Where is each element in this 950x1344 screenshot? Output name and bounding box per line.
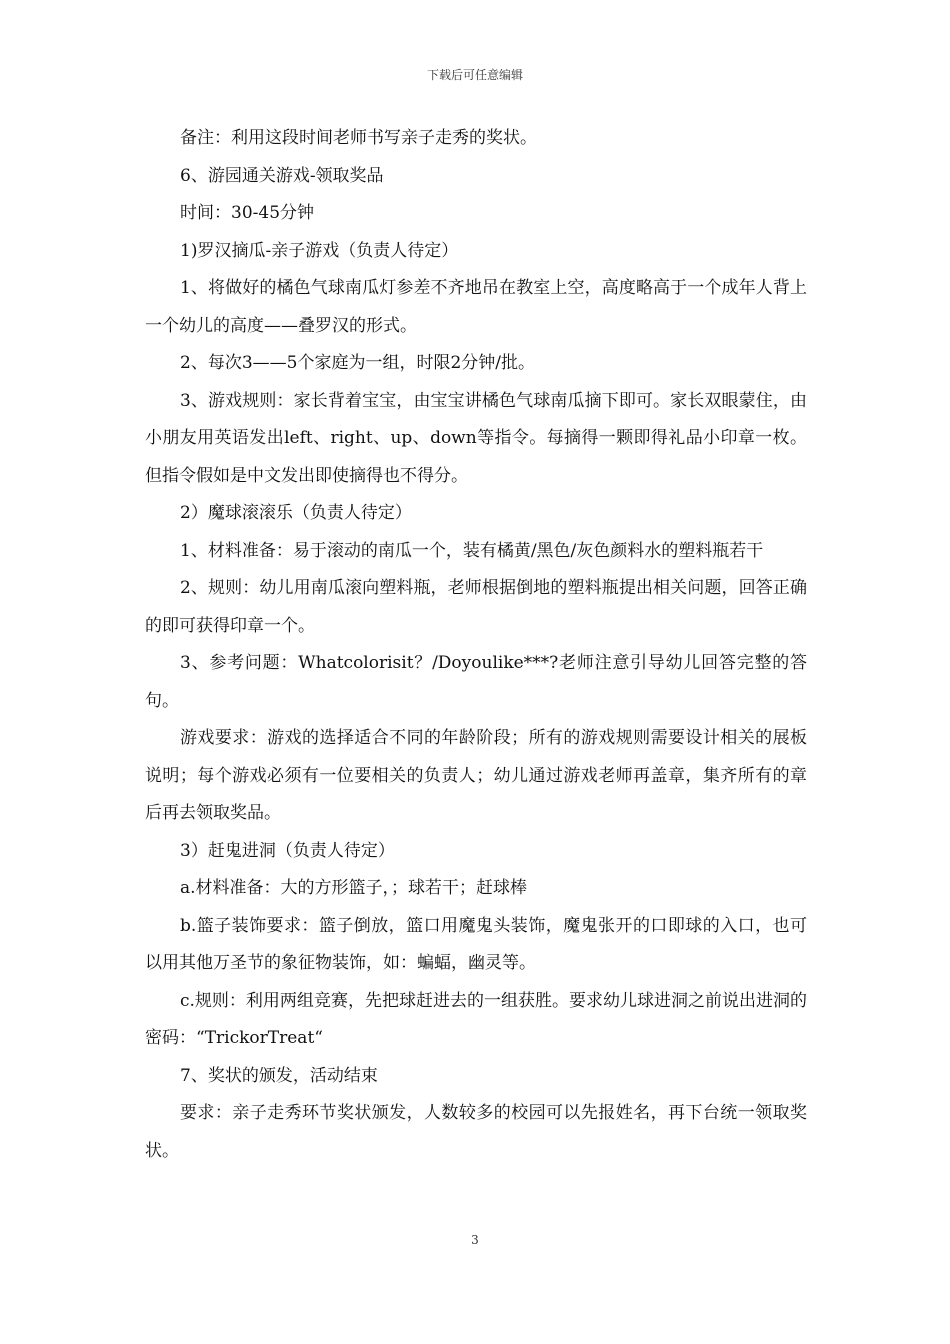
document-body	[145, 120, 807, 1170]
paragraph-game-requirements: 游戏要求：游戏的选择适合不同的年龄阶段；所有的游戏规则需要设计相关的展板说明；每个游戏必须有一位要相关的负责人；幼儿通过游戏老师再盖章，集齐所有的章后再去领取奖品。	[145, 728, 807, 823]
page-header	[0, 66, 950, 83]
paragraph-game-2-title: 2）魔球滚滚乐（负责人待定）	[180, 503, 412, 523]
paragraph-game-2-rules: 2、规则：幼儿用南瓜滚向塑料瓶，老师根据倒地的塑料瓶提出相关问题，回答正确的即可获得印章一个。	[145, 578, 807, 636]
paragraph-game-1-title: 1)罗汉摘瓜-亲子游戏（负责人待定）	[180, 240, 459, 261]
page-footer	[0, 1233, 950, 1247]
paragraph-game-1-step-1: 1、将做好的橘色气球南瓜灯参差不齐地吊在教室上空，高度略高于一个成年人背上一个幼儿的高度——叠罗汉的形式。	[145, 278, 807, 336]
paragraph-note: 备注：利用这段时间老师书写亲子走秀的奖状。	[180, 128, 537, 148]
paragraph-game-1-rules: 3、游戏规则：家长背着宝宝，由宝宝讲橘色气球南瓜摘下即可。家长双眼蒙住，由小朋友用英语发出left、right、up、down等指令。每摘得一颗即得礼品小印章一枚。但指令假如是中文发出即使摘得也不得分。	[145, 390, 807, 486]
header-note: 下载后可任意编辑	[426, 68, 523, 82]
page-number: 3	[471, 1233, 479, 1247]
paragraph-game-3-materials: a.材料准备：大的方形篮子，；球若干；赶球棒	[180, 878, 528, 898]
paragraph-time: 时间：30-45分钟	[180, 203, 315, 223]
paragraph-game-3-basket: b.篮子装饰要求：篮子倒放，篮口用魔鬼头装饰，魔鬼张开的口即球的入口，也可以用其他万圣节的象征物装饰，如：蝙蝠，幽灵等。	[145, 915, 807, 973]
paragraph-award-requirements: 要求：亲子走秀环节奖状颁发，人数较多的校园可以先报姓名，再下台统一领取奖状。	[145, 1103, 807, 1161]
paragraph-game-3-title: 3）赶鬼进洞（负责人待定）	[180, 840, 395, 861]
paragraph-game-1-step-2: 2、每次3——5个家庭为一组，时限2分钟/批。	[180, 353, 535, 373]
paragraph-game-2-questions: 3、参考问题：Whatcolorisit？/Doyoulike***?老师注意引导幼儿回答完整的答句。	[145, 653, 807, 711]
paragraph-section-6: 6、游园通关游戏-领取奖品	[180, 165, 384, 186]
paragraph-game-2-materials: 1、材料准备：易于滚动的南瓜一个，装有橘黄/黑色/灰色颜料水的塑料瓶若干	[180, 540, 764, 561]
paragraph-section-7: 7、奖状的颁发，活动结束	[180, 1065, 378, 1086]
paragraph-game-3-rules: c.规则：利用两组竞赛，先把球赶进去的一组获胜。要求幼儿球进洞之前说出进洞的密码：“TrickorTreat“	[145, 990, 807, 1048]
